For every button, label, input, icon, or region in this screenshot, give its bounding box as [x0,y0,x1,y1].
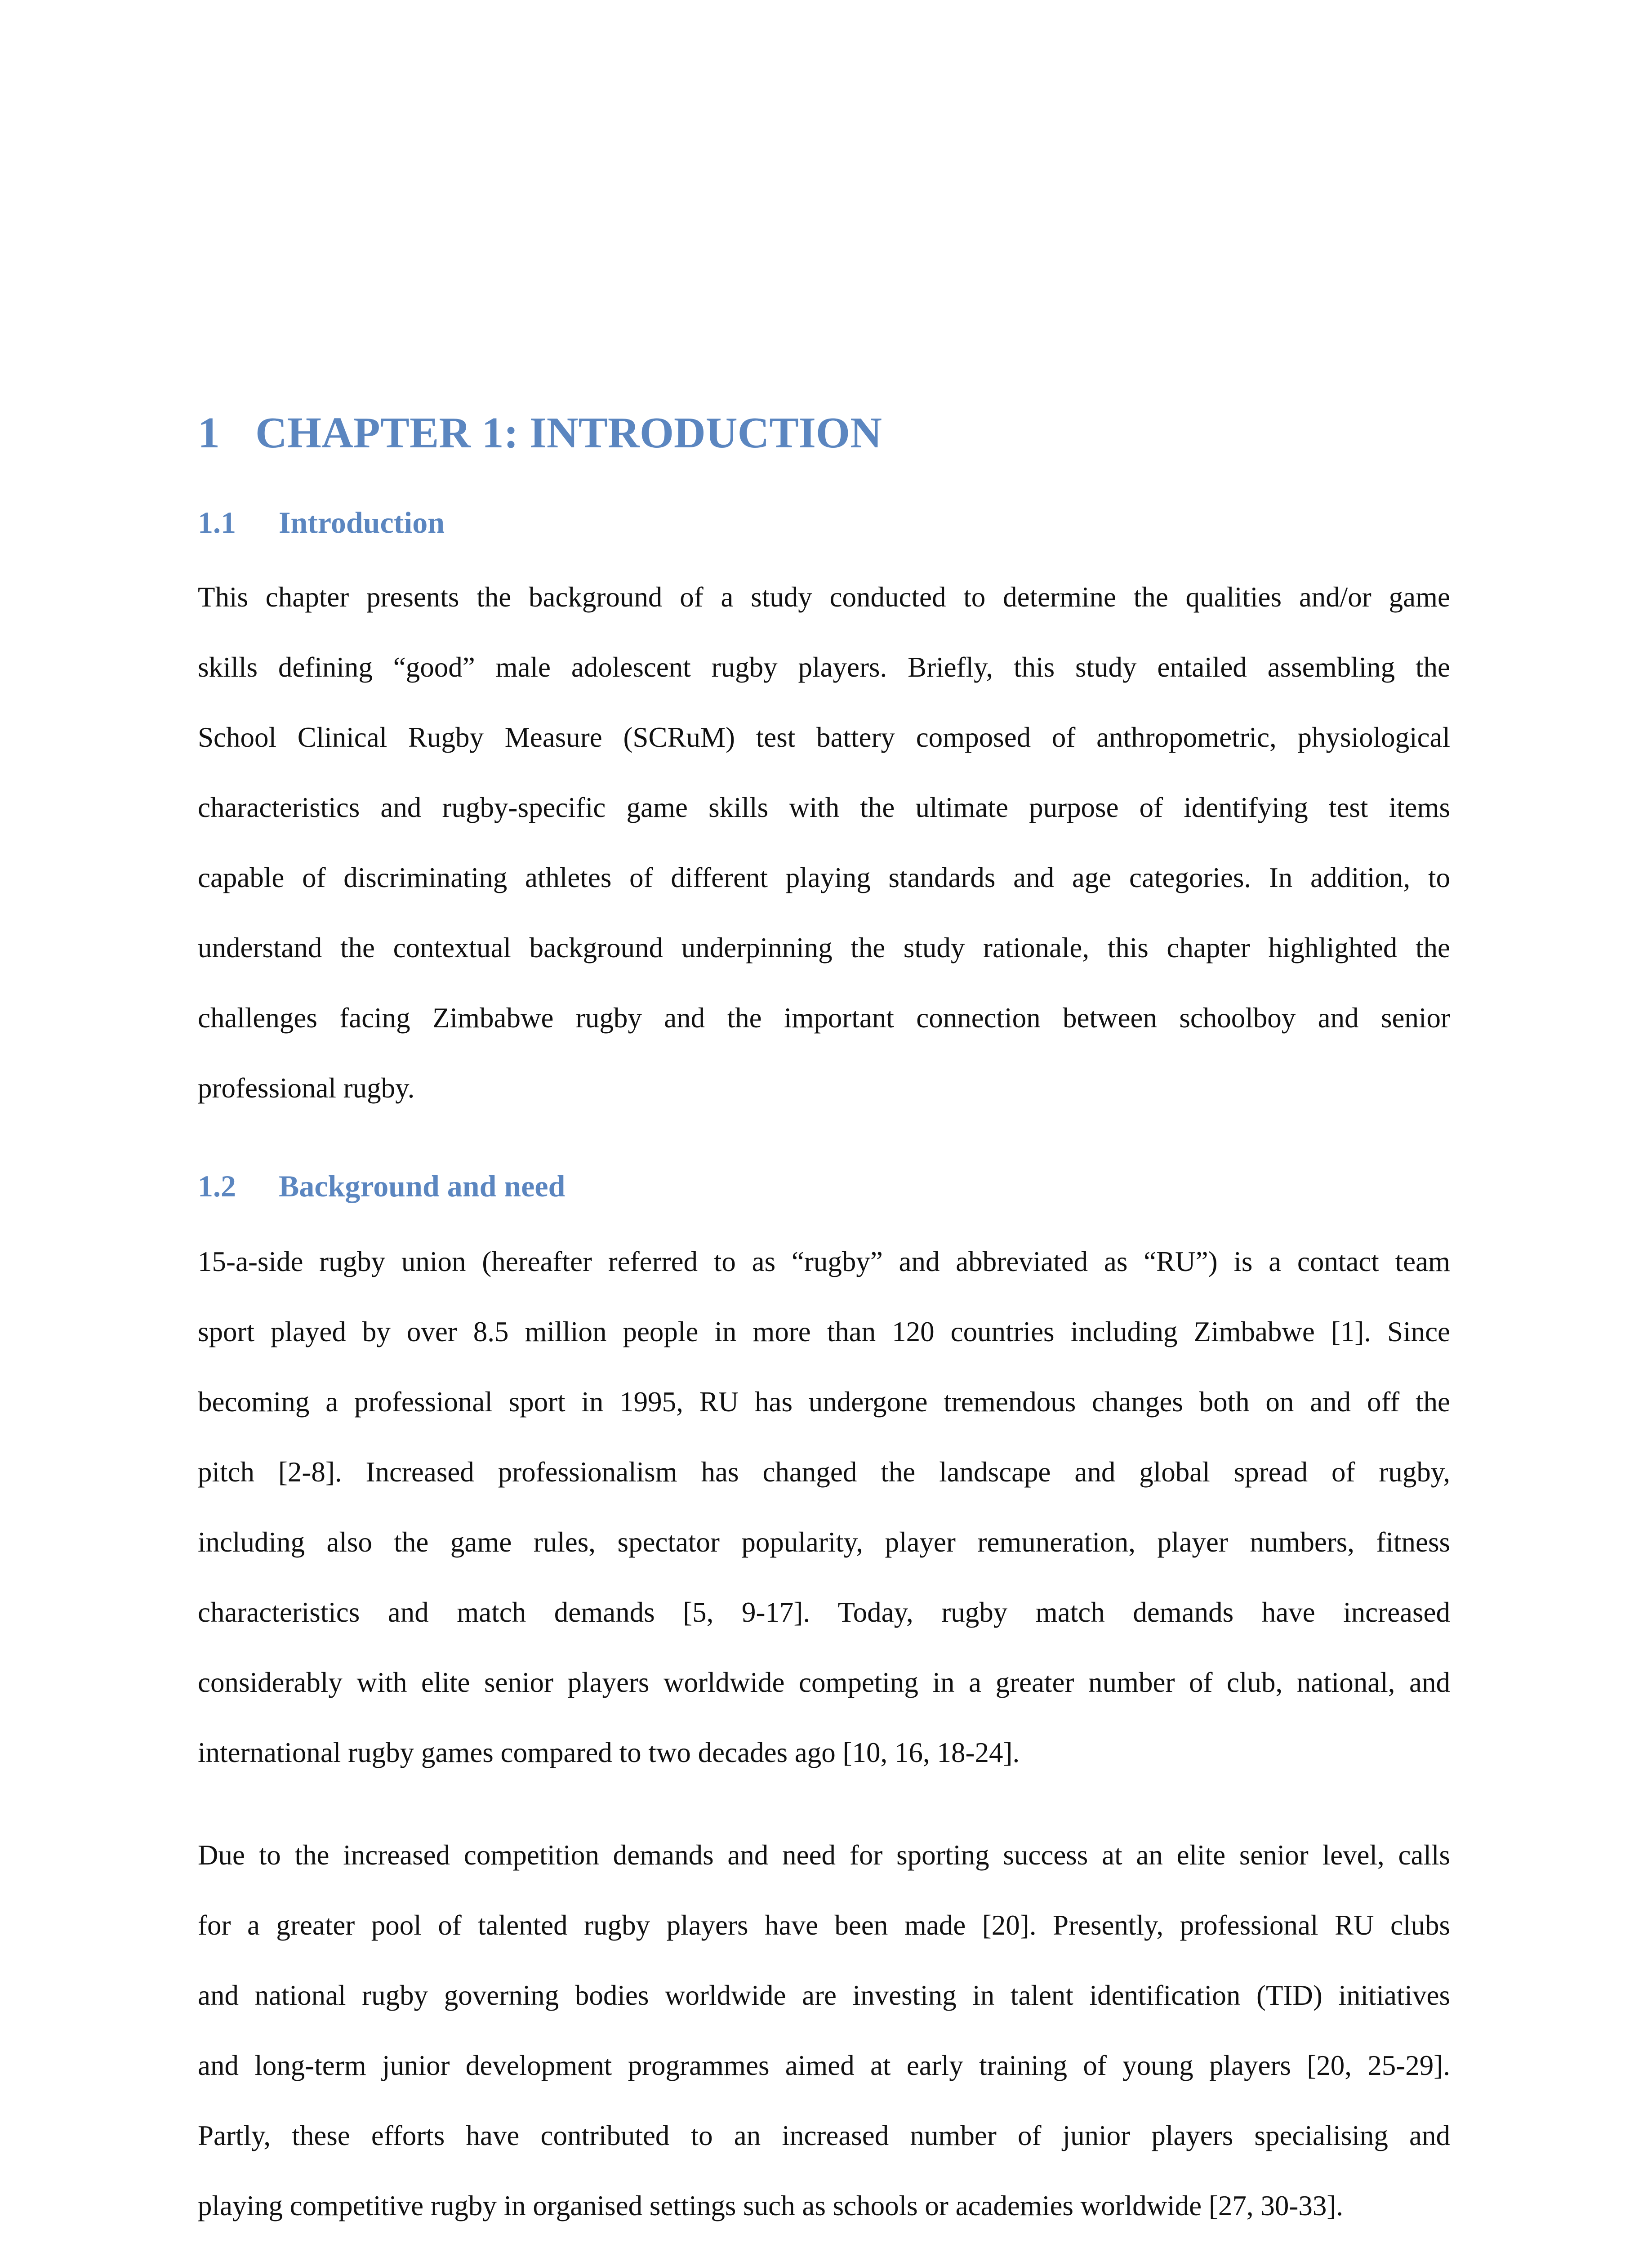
text-line: playing competitive rugby in organised settings such as schools or academies worldwide [27, 30-33]. [198,2190,1344,2221]
text-line: 15-a-side rugby union (hereafter referred to as “rugby” and abbreviated as “RU”) is a contact team [198,1246,1450,1277]
text-line: professional rugby. [198,1072,415,1104]
section-number: 1.2 [198,1169,236,1203]
text-line: Partly, these efforts have contributed to an increased number of junior players specialising and [198,2120,1450,2151]
paragraph-introduction [198,562,1450,1123]
text-line: Due to the increased competition demands and need for sporting success at an elite senior level, calls [198,1839,1450,1871]
text-line: characteristics and match demands [5, 9-17]. Today, rugby match demands have increased [198,1597,1450,1628]
text-line: School Clinical Rugby Measure (SCRuM) test battery composed of anthropometric, physiological [198,722,1450,753]
text-line: international rugby games compared to two decades ago [10, 16, 18-24]. [198,1737,1020,1768]
chapter-title: CHAPTER 1: INTRODUCTION [255,409,882,457]
section-heading-background [198,1168,565,1205]
text-line: becoming a professional sport in 1995, RU has undergone tremendous changes both on and off the [198,1386,1450,1418]
text-line: skills defining “good” male adolescent rugby players. Briefly, this study entailed assembling the [198,651,1450,683]
section-title: Background and need [279,1169,566,1203]
text-line: capable of discriminating athletes of different playing standards and age categories. In addition, to [198,862,1450,893]
text-line: This chapter presents the background of a study conducted to determine the qualities and/or game [198,581,1450,613]
chapter-heading [198,407,882,460]
text-line: considerably with elite senior players worldwide competing in a greater number of club, national, and [198,1667,1450,1698]
text-line: understand the contextual background underpinning the study rationale, this chapter highlighted the [198,932,1450,963]
text-line: sport played by over 8.5 million people in more than 120 countries including Zimbabwe [1]. Since [198,1316,1450,1347]
paragraph-background-1 [198,1227,1450,1788]
text-line: challenges facing Zimbabwe rugby and the important connection between schoolboy and senior [198,1002,1450,1034]
text-line: characteristics and rugby-specific game skills with the ultimate purpose of identifying test items [198,792,1450,823]
text-line: pitch [2-8]. Increased professionalism has changed the landscape and global spread of rugby, [198,1456,1450,1488]
text-line: including also the game rules, spectator popularity, player remuneration, player numbers, fitness [198,1526,1450,1558]
document-page [198,0,1450,2248]
paragraph-background-2 [198,1820,1450,2241]
chapter-number: 1 [198,409,220,457]
section-title: Introduction [279,505,445,540]
text-line: for a greater pool of talented rugby players have been made [20]. Presently, professional RU clubs [198,1909,1450,1941]
section-heading-introduction [198,504,445,541]
text-line: and long-term junior development programmes aimed at early training of young players [20, 25-29]. [198,2050,1450,2081]
section-number: 1.1 [198,505,236,540]
text-line: and national rugby governing bodies worldwide are investing in talent identification (TID) initiatives [198,1980,1450,2011]
